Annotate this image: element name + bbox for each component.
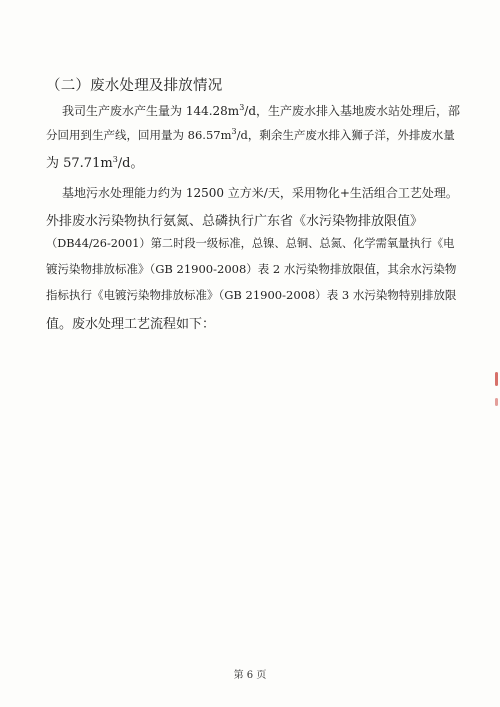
stamp-edge-mark <box>495 372 498 386</box>
text-fragment: 为 57.71m <box>46 156 113 171</box>
paragraph-1-line-2 <box>46 127 455 143</box>
paragraph-2-line-1: 基地污水处理能力约为 12500 立方米/天，采用物化+生活组合工艺处理。 <box>62 186 458 200</box>
text-fragment: 分回用到生产线，回用量为 86.57m <box>46 128 232 142</box>
paragraph-2-line-2: 外排废水污染物执行氨氮、总磷执行广东省《水污染物排放限值》 <box>46 214 424 229</box>
paragraph-2-line-4: 镀污染物排放标准》（GB 21900-2008）表 2 水污染物排放限值，其余水污染物 <box>46 262 457 276</box>
text-fragment: /d，生产废水排入基地废水站处理后，部 <box>244 104 461 118</box>
text-fragment: /d。 <box>117 156 144 171</box>
paragraph-2-line-3: （DB44/26-2001）第二时段一级标准，总镍、总铜、总氮、化学需氧量执行《电 <box>46 237 455 250</box>
superscript: 3 <box>231 127 237 136</box>
paragraph-1-line-1 <box>62 102 460 119</box>
page-number: 第 6 页 <box>233 670 267 681</box>
text-fragment: 我司生产废水产生量为 144.28m <box>62 104 240 118</box>
section-heading: （二）废水处理及排放情况 <box>46 78 223 94</box>
text-fragment: /d，剩余生产废水排入狮子洋，外排废水量 <box>236 128 455 142</box>
paragraph-1-line-3 <box>46 152 143 171</box>
superscript: 3 <box>239 103 245 112</box>
stamp-edge-mark <box>495 398 498 406</box>
superscript: 3 <box>112 155 118 164</box>
paragraph-2-line-5: 指标执行《电镀污染物排放标准》（GB 21900-2008）表 3 水污染物特别排放限 <box>46 288 457 302</box>
paragraph-2-line-6: 值。废水处理工艺流程如下： <box>46 317 216 332</box>
